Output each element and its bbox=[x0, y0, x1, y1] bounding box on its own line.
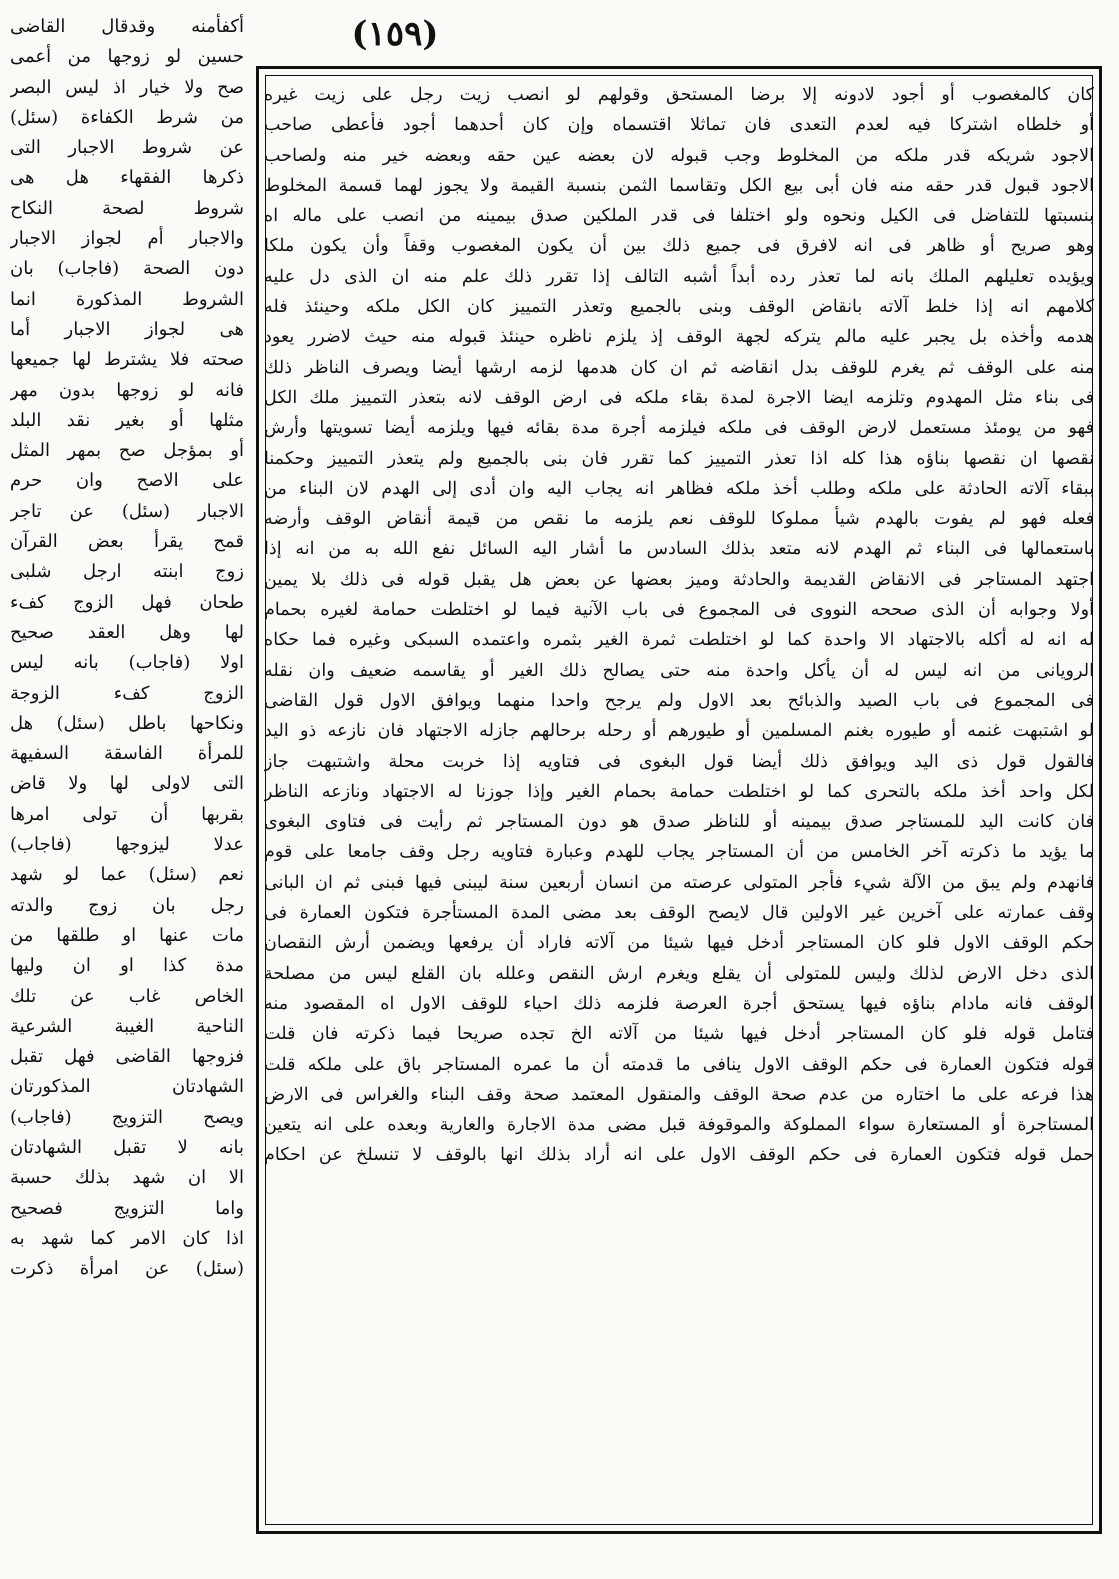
margin-commentary bbox=[10, 12, 244, 1284]
main-text-line: أو خلطاه اشتركا فيه لعدم التعدى فان تماثلا اقتسماه وإن كان أحدهما أجود فأعطى صاحب bbox=[264, 115, 1094, 136]
margin-text-line: واما التزويج فصحيح bbox=[10, 1197, 244, 1219]
main-text-line: لو اشتبهت غنمه أو طيوره بغنم المسلمين أو طيورهم أو رحله برحالهم جازله الاجتهاد فان نازعه ذو اليد bbox=[264, 721, 1094, 742]
page-number: (١٥٩) bbox=[351, 14, 439, 54]
main-text-line: لكل واحد أخذ ملكه بالتحرى كما لو اختلطت حمامة بحمام الغير وإذا جوزنا له الاجتهاد ونازعه الناظر bbox=[264, 781, 1094, 802]
main-text-line: الوقف فانه مادام بناؤه فيها يستحق أجرة العرصة فلزمه ذلك احياء للوقف الاول اه المقصود منه bbox=[264, 993, 1094, 1014]
main-text-line: نقصها ان نقصها بناؤه هذا كله اذا تعذر التمييز كما تقرر فان بنى بالجميع ولم يتعذر التمييز وحكمنا bbox=[264, 448, 1094, 469]
margin-text-line: صح ولا خيار اذ ليس البصر bbox=[10, 76, 244, 98]
margin-text-line: زوج ابنته ارجل شلبى bbox=[10, 561, 244, 583]
margin-text-line: مثلها أو بغير نقد البلد bbox=[10, 409, 244, 431]
margin-text-line: فانه لو زوجها بدون مهر bbox=[10, 379, 244, 401]
main-text-line: ببقاء آلاته الحادثة على ملكه وطلب أخذ ملكه فظاهر انه يجاب اليه وان أدى إلى الهدم لان البناء من bbox=[264, 478, 1094, 499]
margin-text-line: الناحية الغيبة الشرعية bbox=[10, 1015, 244, 1037]
margin-text-line: لها وهل العقد صحيح bbox=[10, 621, 244, 643]
main-text-line: فالقول قول ذى اليد ويوافق ذلك أيضا قول البغوى فى فتاويه إذا خربت محلة واشتبهت جاز bbox=[264, 751, 1094, 772]
main-text-line: حكم الوقف الاول فلو كان المستاجر أدخل فيها شيئا من آلاته فاراد أن يرفعها ويضمن أرش النقصان bbox=[264, 933, 1094, 954]
margin-text-line: صحته فلا يشترط لها جميعها bbox=[10, 349, 244, 371]
main-text-line: أولا وجوابه أن الذى صححه النووى فى المجموع فى باب الآنية فيما لو اختلطت حمامة لغيره بحمام bbox=[264, 600, 1094, 621]
margin-text-line: عن شروط الاجبار التى bbox=[10, 137, 244, 159]
margin-text-line: ويصح التزويج (فاجاب) bbox=[10, 1106, 244, 1128]
main-text-line: فانهدم ولم يبق من الآلة شيء فأجر المتولى عرصته من انسان أربعين سنة ليبنى فيها فبنى ثم ان البانى bbox=[264, 872, 1094, 893]
margin-text-line: الا ان شهد بذلك حسبة bbox=[10, 1167, 244, 1189]
margin-text-line: هى لجواز الاجبار أما bbox=[10, 318, 244, 340]
margin-text-line: طحان فهل الزوج كفء bbox=[10, 591, 244, 613]
margin-text-line: نعم (سئل) عما لو شهد bbox=[10, 864, 244, 886]
margin-text-line: الشروط المذكورة انما bbox=[10, 288, 244, 310]
margin-text-line: مات عنها او طلقها من bbox=[10, 924, 244, 946]
margin-text-line: (سئل) عن امرأة ذكرت bbox=[10, 1258, 244, 1280]
main-text-line: فعله فهو لم يفوت بالهدم شيأ مملوكا للوقف نعم يلزمه ما نقص من قيمة أنقاض الوقف وأرضه bbox=[264, 509, 1094, 530]
margin-text-line: الاجبار (سئل) عن تاجر bbox=[10, 500, 244, 522]
margin-text-line: الشهادتان المذكورتان bbox=[10, 1076, 244, 1098]
margin-text-line: أكفأمنه وقدقال القاضى bbox=[10, 16, 244, 37]
main-text-line: فى بناء مثل المهدوم وتلزمه ايضا الاجرة لمدة بقاء ملكه فى ارض الوقف لانه بتعذر التمييز ملك الكل bbox=[264, 387, 1094, 408]
main-text-line: كلامهم انه إذا خلط آلاته بانقاض الوقف وبنى بالجميع وتعذر التمييز كان الكل ملكه وحينئذ فله bbox=[264, 297, 1094, 318]
main-text-line: فهو من يومئذ مستعمل لارض الوقف فى ملكه فيلزمه أجرة مدة بقائه فيها ويلزمه أيضا تسويتها وأرش bbox=[264, 418, 1094, 439]
main-text-line: حمل قوله فتكون العمارة فى حكم الوقف الاول على انه أراد بذلك انها بالوقف لا تنسلخ عن احكام bbox=[264, 1145, 1094, 1166]
main-text-line: ويؤيده تعليلهم الملك بانه لما تعذر رده أبداً أشبه التالف إذا تقرر ذلك علم منه ان الذى دل عليه bbox=[264, 266, 1094, 287]
margin-text-line: اولا (فاجاب) بانه ليس bbox=[10, 652, 244, 674]
main-text-line: باستعمالها فى البناء ثم الهدم لانه متعد بذلك السادس ما أشار اليه السائل نفع الله به من انه إذا bbox=[264, 539, 1094, 560]
margin-text-line: مدة كذا او ان وليها bbox=[10, 955, 244, 977]
margin-text-line: التى لاولى لها ولا قاض bbox=[10, 773, 244, 795]
margin-text-line: دون الصحة (فاجاب) بان bbox=[10, 258, 244, 280]
main-text-line: الاجود شريكه قدر ملكه من المخلوط وجب قبوله لان بعضه عين حقه وبعضه خير منه ولصاحب bbox=[264, 145, 1094, 166]
margin-text-line: رجل بان زوج والدته bbox=[10, 894, 244, 916]
main-text-line: فان كانت اليد للمستاجر صدق بيمينه أو للناظر صدق هو دون المستاجر ثم رأيت فى فتاوى البغوى bbox=[264, 812, 1094, 833]
margin-text-line: حسين لو زوجها من أعمى bbox=[10, 46, 244, 68]
main-text-line: هدمه وأخذه بل يجبر عليه مالم يتركه لجهة الوقف إذ يلزم ناظره حينئذ قبوله منه حيث لاضرر يعود bbox=[264, 327, 1094, 348]
margin-text-line: للمرأة الفاسقة السفيهة bbox=[10, 743, 244, 765]
margin-text-line: قمح يقرأ بعض القرآن bbox=[10, 531, 244, 553]
margin-text-line: والاجبار أم لجواز الاجبار bbox=[10, 228, 244, 250]
main-text-line: الاجود قبول قدر حقه منه فان أبى بيع الكل وتقاسما الثمن بنسبة القيمة ولا يجوز لهما قسمة المخلوط bbox=[264, 175, 1094, 196]
margin-text-line: أو بمؤجل صح بمهر المثل bbox=[10, 440, 244, 462]
margin-text-line: الزوج كفء الزوجة bbox=[10, 682, 244, 704]
main-text-line: الذى دخل الارض لذلك وليس للمتولى أن يقلع ويغرم ارش النقص وعلله بان القلع ليس من مصلحة bbox=[264, 963, 1094, 984]
main-text-line: فى المجموع فى باب الصيد والذبائح بعد الاول ولم يرجح واحدا منهما ويوافق الاول قول القاضى bbox=[264, 690, 1094, 711]
margin-text-line: اذا كان الامر كما شهد به bbox=[10, 1227, 244, 1249]
main-text-body bbox=[264, 80, 1094, 1171]
margin-text-line: على الاصح وان حرم bbox=[10, 470, 244, 492]
margin-text-line: ذكرها الفقهاء هل هى bbox=[10, 167, 244, 189]
margin-text-line: بانه لا تقبل الشهادتان bbox=[10, 1136, 244, 1158]
main-text-line: الرويانى من انه ليس له أن يأكل واحدة منه حتى يصالح ذلك الغير أو يقاسمه ضعيف وان نقله bbox=[264, 660, 1094, 681]
margin-text-line: الخاص غاب عن تلك bbox=[10, 985, 244, 1007]
main-text-line: منه على الوقف ثم يغرم للوقف بدل انقاضه ثم ان كان هدمها لزمه ارشها أيضا ويصرف الناظر ذلك bbox=[264, 357, 1094, 378]
margin-text-line: عدلا ليزوجها (فاجاب) bbox=[10, 834, 244, 856]
margin-text-line: بقربها أن تولى امرها bbox=[10, 803, 244, 825]
main-text-line: فتامل قوله فلو كان المستاجر أدخل فيها شيئا من آلاته الخ تجده صريحا فيما ذكرته فان قلت bbox=[264, 1024, 1094, 1045]
main-text-line: كان كالمغصوب أو أجود لادونه إلا برضا المستحق وقولهم لو انصب زيت رجل على زيت غيره bbox=[264, 85, 1094, 105]
main-text-line: وقف عمارته على آخرين غير الاولين قال لايصح الوقف بعد مضى المدة المستأجرة فتكون العمارة فى bbox=[264, 903, 1094, 924]
main-text-line: المستاجرة أو المستعارة سواء المملوكة والموقوفة قبل مضى مدة الاجارة والعارية وبعده على انه يتعين bbox=[264, 1115, 1094, 1136]
main-text-line: بنسبتها للتفاضل فى الكيل ونحوه ولو اختلفا فى قدر الملكين صدق بيمينه من انصب على ماله اه bbox=[264, 206, 1094, 227]
margin-text-line: فزوجها القاضى فهل تقبل bbox=[10, 1046, 244, 1068]
main-text-line: وهو صريح أو ظاهر فى انه لافرق فى جميع ذلك بين أن يكون المغصوب وقفاً وأن يكون ملكا bbox=[264, 236, 1094, 257]
main-text-line: قوله فتكون العمارة فى حكم الوقف الاول ينافى ما قدمته أن ما عمره المستاجر باق على ملكه قلت bbox=[264, 1054, 1094, 1075]
margin-text-line: شروط لصحة النكاح bbox=[10, 197, 244, 219]
main-text-line: هذا فرعه على ما اختاره من عدم صحة الوقف والمنقول المعتمد صحة وقف البناء والغراس فى الارض bbox=[264, 1084, 1094, 1105]
main-text-line: اجتهد المستاجر فى الانقاض القديمة والحادثة وميز بعضها عن بعض هل يقبل قوله فى ذلك بلا يمين bbox=[264, 569, 1094, 590]
margin-text-line: ونكاحها باطل (سئل) هل bbox=[10, 712, 244, 734]
main-text-line: ما يؤيد ما ذكرته آخر الخامس من أن المستاجر يجاب للهدم وعبارة فتاويه رجل وقف جامعا على قوم bbox=[264, 842, 1094, 863]
margin-text-line: من شرط الكفاءة (سئل) bbox=[10, 106, 244, 128]
main-text-line: له انه له أكله بالاجتهاد الا واحدة كما لو اختلطت ثمرة الغير بثمره واعتمده السبكى وغيره فما حكاه bbox=[264, 630, 1094, 651]
